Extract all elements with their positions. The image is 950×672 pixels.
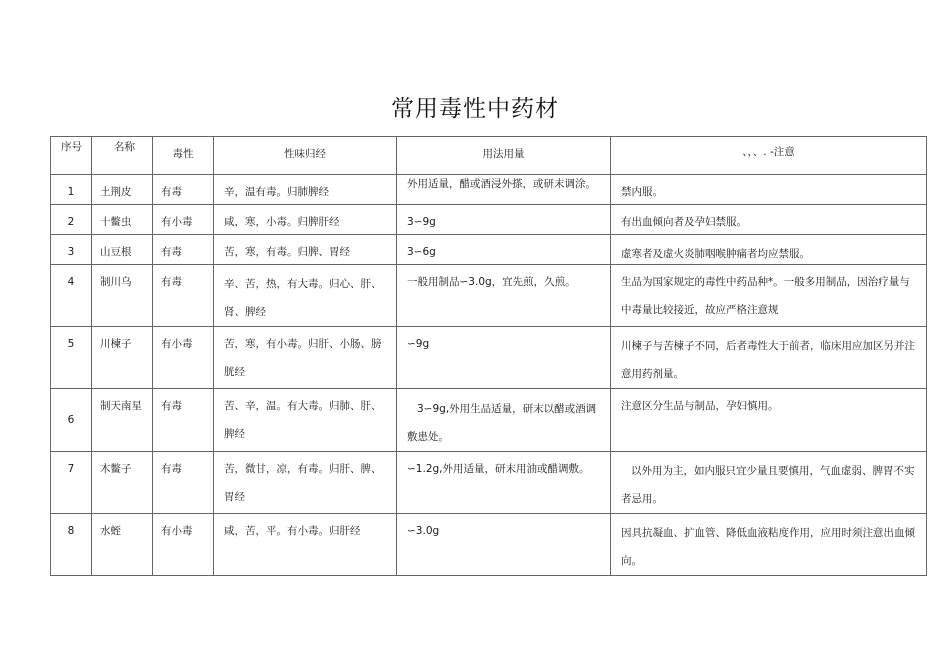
table-row (51, 175, 927, 205)
header-seq: 序号 (51, 137, 92, 175)
cell-note: 以外用为主，如内服只宜少量且要慎用，气血虚弱、脾胃不实者忌用。 (611, 452, 927, 514)
header-nature: 性味归经 (214, 137, 397, 175)
cell-note: 川楝子与苦楝子不同，后者毒性大于前者，临床用应加区另并注意用药剂量。 (611, 327, 927, 389)
cell-seq: 7 (51, 452, 92, 514)
cell-usage: 一般用制品∽3.0g，宜先煎，久煎。 (397, 265, 611, 327)
cell-nature: 苦，寒，有毒。归脾、胃经 (214, 235, 397, 265)
cell-name: 制川乌 (92, 265, 153, 327)
page-title: 常用毒性中药材 (391, 96, 559, 122)
cell-seq: 2 (51, 205, 92, 235)
cell-toxicity: 有毒 (153, 265, 214, 327)
cell-toxicity: 有小毒 (153, 514, 214, 576)
header-toxicity: 毒性 (153, 137, 214, 175)
cell-name: 水蛭 (92, 514, 153, 576)
table-header-row (51, 137, 927, 175)
cell-nature: 咸，寒，小毒。归脾肝经 (214, 205, 397, 235)
header-note: 、，、. -注意 (611, 137, 927, 175)
cell-usage: 外用适量，醋或酒浸外搽，或研末调涂。 (397, 175, 611, 205)
cell-seq: 6 (51, 389, 92, 452)
header-usage: 用法用量 (397, 137, 611, 175)
table-row (51, 205, 927, 235)
cell-note: 有出血倾向者及孕妇禁服。 (611, 205, 927, 235)
cell-note: 虚寒者及虚火炎肺咽喉肿痛者均应禁服。 (611, 235, 927, 265)
cell-note: 禁内服。 (611, 175, 927, 205)
cell-nature: 苦，寒，有小毒。归肝、小肠、膀胱经 (214, 327, 397, 389)
cell-usage: ∽3.0g (397, 514, 611, 576)
table-row (51, 514, 927, 576)
cell-seq: 1 (51, 175, 92, 205)
cell-note: 注意区分生品与制品，孕妇慎用。 (611, 389, 927, 452)
cell-note: 因具抗凝血、扩血管、降低血液粘度作用，应用时须注意出血倾向。 (611, 514, 927, 576)
cell-usage: 3∽9g,外用生品适量，研末以醋或酒调敷患处。 (397, 389, 611, 452)
cell-toxicity: 有小毒 (153, 205, 214, 235)
cell-toxicity: 有毒 (153, 175, 214, 205)
cell-nature: 苦，微甘，凉，有毒。归肝、脾、胃经 (214, 452, 397, 514)
header-name: 名称 (92, 137, 153, 175)
cell-name: 川楝子 (92, 327, 153, 389)
toxic-herbs-table (50, 136, 927, 576)
cell-toxicity: 有毒 (153, 235, 214, 265)
cell-usage: 3∽9g (397, 205, 611, 235)
cell-nature: 咸，苦，平。有小毒。归肝经 (214, 514, 397, 576)
cell-nature: 辛、苦，热，有大毒。归心、肝、肾、脾经 (214, 265, 397, 327)
cell-seq: 5 (51, 327, 92, 389)
cell-name: 十鳖虫 (92, 205, 153, 235)
cell-name: 制天南星 (92, 389, 153, 452)
cell-seq: 3 (51, 235, 92, 265)
table-row (51, 327, 927, 389)
cell-nature: 辛，温有毒。归肺脾经 (214, 175, 397, 205)
cell-toxicity: 有毒 (153, 452, 214, 514)
cell-name: 木鳖子 (92, 452, 153, 514)
table-row (51, 265, 927, 327)
cell-seq: 8 (51, 514, 92, 576)
cell-usage: ∽9g (397, 327, 611, 389)
table-row (51, 235, 927, 265)
cell-toxicity: 有毒 (153, 389, 214, 452)
cell-note: 生品为国家规定的毒性中药品种*。一般多用制品，因治疗量与中毒量比较接近，故应严格注意规 (611, 265, 927, 327)
table-row (51, 389, 927, 452)
cell-seq: 4 (51, 265, 92, 327)
cell-usage: ∽1.2g,外用适量，研末用油或醋调敷。 (397, 452, 611, 514)
cell-usage: 3∽6g (397, 235, 611, 265)
cell-toxicity: 有小毒 (153, 327, 214, 389)
table-row (51, 452, 927, 514)
cell-nature: 苦、辛，温。有大毒。归肺、肝、脾经 (214, 389, 397, 452)
cell-name: 山豆根 (92, 235, 153, 265)
cell-name: 土荆皮 (92, 175, 153, 205)
